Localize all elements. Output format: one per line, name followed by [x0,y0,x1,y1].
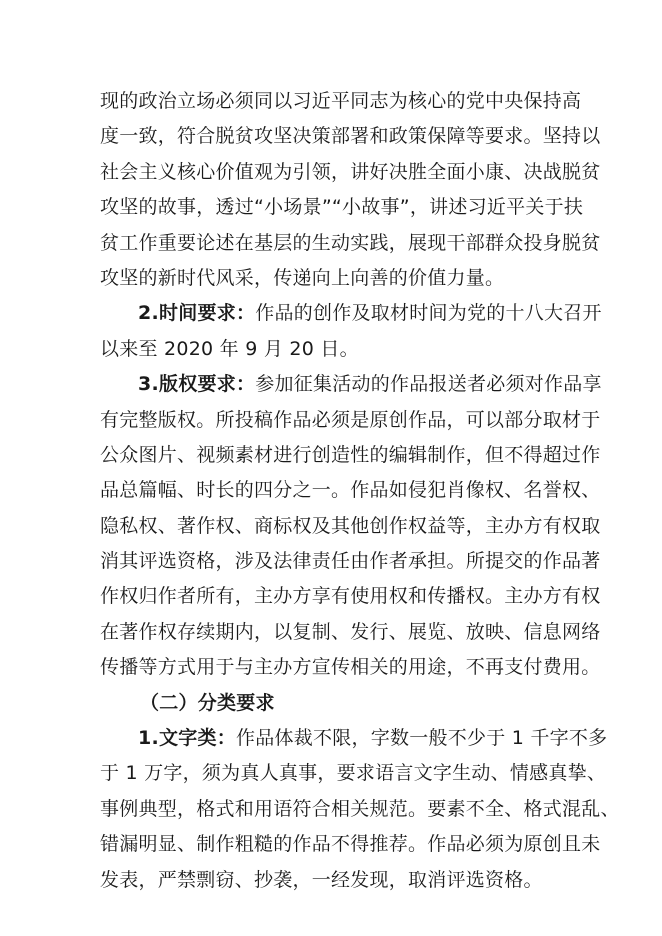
text-line: 有完整版权。所投稿作品必须是原创作品，可以部分取材于 [100,408,601,431]
text-line: 品总篇幅、时长的四分之一。作品如侵犯肖像权、名誉权、 [100,479,601,502]
text-category-label: 1.文字类： [138,727,236,750]
text-line: 社会主义核心价值观为引领，讲好决胜全面小康、决战脱贫 [100,160,601,183]
text-line: 公众图片、视频素材进行创造性的编辑制作，但不得超过作 [100,443,601,466]
text-line: 消其评选资格，涉及法律责任由作者承担。所提交的作品著 [100,550,601,573]
text-line: 作权归作者所有，主办方享有使用权和传播权。主办方有权 [100,585,601,608]
text-line: 于 1 万字，须为真人真事，要求语言文字生动、情感真挚、 [100,762,607,785]
time-requirement-paragraph [100,296,602,331]
text-line: 作品体裁不限，字数一般不少于 1 千字不多 [235,727,608,750]
text-line: 现的政治立场必须同以习近平同志为核心的党中央保持高 [100,90,582,112]
text-line: 错漏明显、制作粗糙的作品不得推荐。作品必须为原创且未 [100,833,601,856]
text-line: 攻坚的新时代风采，传递向上向善的价值力量。 [100,266,505,289]
text-line: 发表，严禁剽窃、抄袭，一经发现，取消评选资格。 [100,868,543,891]
time-requirement-label: 2.时间要求： [138,302,256,325]
text-category-paragraph [100,721,608,756]
text-line: 度一致，符合脱贫攻坚决策部署和政策保障等要求。坚持以 [100,125,601,148]
section-heading: （二）分类要求 [140,691,275,714]
text-line: 隐私权、著作权、商标权及其他创作权益等，主办方有权取 [100,514,601,537]
text-line: 以来至 2020 年 9 月 20 日。 [100,337,359,360]
text-line: 贫工作重要论述在基层的生动实践，展现干部群众投身脱贫 [100,231,601,254]
text-line: 传播等方式用于与主办方宣传相关的用途，不再支付费用。 [100,656,601,679]
text-line: 作品的创作及取材时间为党的十八大召开 [255,302,602,325]
copyright-requirement-label: 3.版权要求： [138,373,256,396]
body-text [100,84,620,898]
text-line: 在著作权存续期内，以复制、发行、展览、放映、信息网络 [100,620,601,643]
text-line: 事例典型，格式和用语符合相关规范。要素不全、格式混乱、 [100,797,620,820]
copyright-requirement-paragraph [100,367,602,402]
text-line: 参加征集活动的作品报送者必须对作品享 [255,373,602,396]
text-line: 攻坚的故事，透过“小场景”“小故事”，讲述习近平关于扶 [100,196,584,219]
